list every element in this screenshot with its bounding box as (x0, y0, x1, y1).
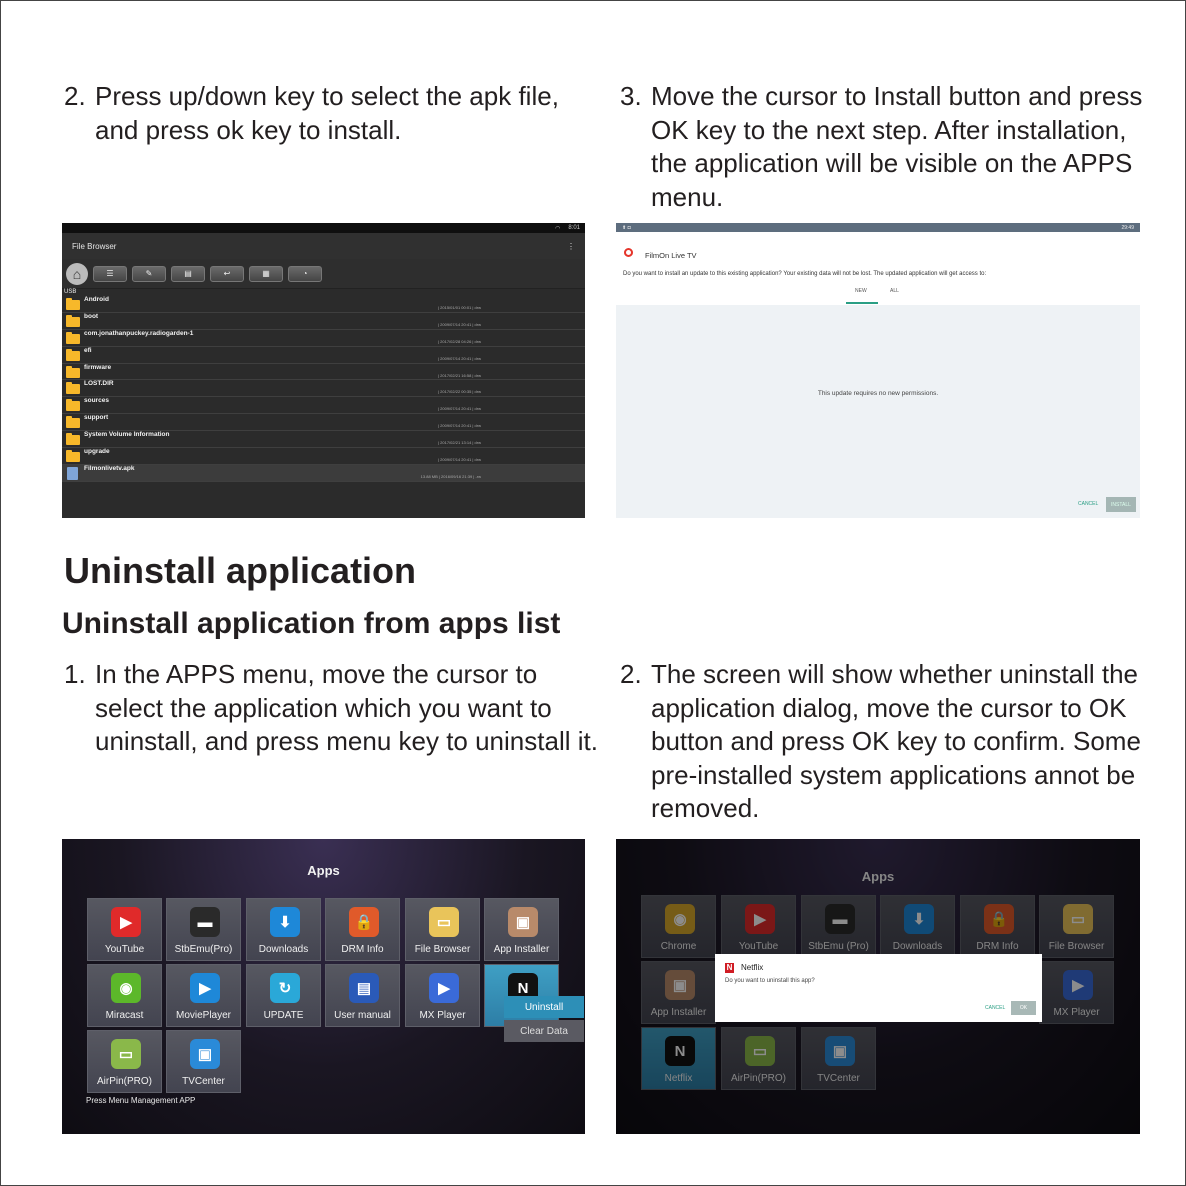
file-row[interactable] (62, 431, 585, 448)
step-text: Press up/down key to select the apk file, and press ok key to install. (95, 81, 559, 145)
folder-icon (66, 351, 80, 361)
file-meta: 13.88 MB | 2016/09/16 21:39 | -rw (420, 473, 481, 479)
file-meta: | 2017/02/21 13:14 | drw (438, 440, 481, 446)
list-view-button[interactable]: ☰ (93, 266, 127, 282)
app-icon: 🔒 (349, 907, 379, 937)
folder-icon (66, 300, 80, 310)
apps-title: Apps (307, 863, 340, 878)
cancel-button[interactable]: CANCEL (1078, 501, 1099, 507)
app-label: TVCenter (817, 1073, 860, 1084)
step-number: 2. (620, 659, 642, 689)
app-tile[interactable] (325, 898, 400, 961)
install-description: Do you want to install an update to this existing application? Your existing data will not be lost. The updated application will get access to: (623, 271, 987, 277)
app-icon: ▶ (745, 904, 775, 934)
tab-new[interactable]: NEW (855, 288, 867, 294)
app-icon: ▭ (111, 1039, 141, 1069)
app-label: YouTube (104, 944, 145, 955)
file-name: Android (84, 296, 109, 303)
app-label: StbEmu (Pro) (808, 941, 869, 952)
file-meta: | 2009/07/14 20:41 | drw (438, 457, 481, 463)
step-text: The screen will show whether uninstall the application dialog, move the cursor to OK button and press OK key to confirm. Some pre-installed system applications annot be removed. (651, 659, 1141, 823)
file-meta: | 2009/07/14 20:41 | drw (438, 321, 481, 327)
dialog-app-name: Netflix (741, 963, 764, 972)
wifi-icon: ◠ (555, 225, 561, 232)
app-label: App Installer (493, 944, 550, 955)
app-icon: ◉ (111, 973, 141, 1003)
app-tile[interactable] (166, 964, 241, 1027)
app-label: MoviePlayer (175, 1010, 232, 1021)
apps-menu-screenshot (62, 839, 585, 1134)
clock: 8:01 (568, 225, 580, 231)
app-icon: ▶ (190, 973, 220, 1003)
current-path: USB (64, 289, 77, 295)
app-tile[interactable] (325, 964, 400, 1027)
step-text: In the APPS menu, move the cursor to select the application which you want to uninstall, and press menu key to uninstall it. (95, 659, 598, 756)
app-icon: ◉ (665, 904, 695, 934)
folder-icon (66, 384, 80, 394)
app-icon: ▣ (190, 1039, 220, 1069)
app-label: UPDATE (263, 1010, 304, 1021)
app-label: Chrome (660, 941, 697, 952)
notification-icons: ⬆ ◘ (622, 224, 631, 231)
app-tile[interactable] (166, 898, 241, 961)
file-name: Filmonlivetv.apk (84, 464, 135, 472)
folder-icon (66, 334, 80, 344)
install-button[interactable]: INSTALL (1106, 497, 1136, 512)
clear-data-menu-item[interactable]: Clear Data (504, 1020, 584, 1042)
app-label: Netflix (664, 1073, 693, 1084)
app-label: AirPin(PRO) (96, 1076, 152, 1087)
app-tile[interactable] (246, 898, 321, 961)
app-icon: ▣ (665, 970, 695, 1000)
tab-indicator (846, 302, 878, 304)
file-row[interactable] (62, 448, 585, 465)
file-meta: | 2015/01/01 00:01 | drw (438, 305, 481, 310)
file-meta: | 2017/02/28 04:26 | drw (438, 338, 481, 344)
app-label: User manual (334, 1010, 391, 1021)
app-icon: ▶ (111, 907, 141, 937)
details-button[interactable]: ▤ (171, 266, 205, 282)
app-icon: ▶ (429, 973, 459, 1003)
file-name: firmware (84, 363, 112, 371)
step-select-apk (64, 80, 604, 147)
app-tile[interactable] (405, 964, 480, 1027)
app-icon: ▭ (745, 1036, 775, 1066)
app-tile[interactable] (246, 964, 321, 1027)
file-name: upgrade (84, 448, 110, 456)
folder-icon (66, 401, 80, 411)
step-number: 1. (64, 659, 86, 689)
app-tile[interactable] (166, 1030, 241, 1093)
app-label: DRM Info (976, 941, 1019, 952)
app-label: YouTube (738, 941, 779, 952)
app-bar (62, 233, 585, 259)
app-icon: ⬇ (904, 904, 934, 934)
uninstall-dialog-screenshot (616, 839, 1140, 1134)
clock: 29:49 (1121, 224, 1134, 231)
app-icon: ▣ (508, 907, 538, 937)
management-hint: Press Menu Management APP (86, 1096, 196, 1105)
apk-file-icon (67, 467, 78, 480)
step-install-button (620, 80, 1160, 214)
app-name: FilmOn Live TV (645, 251, 697, 260)
step-text: Move the cursor to Install button and press OK key to the next step. After installation, the application will be visible on the APPS menu. (651, 81, 1143, 212)
app-tile[interactable] (87, 964, 162, 1027)
app-icon: N (508, 973, 538, 1003)
file-meta: | 2009/07/14 20:41 | drw (438, 406, 481, 412)
app-icon: ▭ (1063, 904, 1093, 934)
permissions-message: This update requires no new permissions. (817, 390, 939, 397)
app-label: AirPin(PRO) (730, 1073, 786, 1084)
netflix-icon: N (726, 963, 733, 972)
status-bar (62, 223, 585, 233)
app-icon: ▬ (825, 904, 855, 934)
file-meta: | 2009/07/14 20:41 | drw (438, 355, 481, 361)
file-name: boot (84, 312, 99, 320)
folder-icon (66, 452, 80, 462)
folder-icon (66, 368, 80, 378)
app-label: MX Player (419, 1010, 466, 1021)
file-row[interactable] (62, 296, 585, 313)
app-title: File Browser (72, 241, 117, 251)
file-name: LOST.DIR (84, 380, 114, 388)
app-icon: ↻ (270, 973, 300, 1003)
app-tile[interactable] (87, 1030, 162, 1093)
toolbar (62, 259, 585, 289)
app-icon: ⬇ (270, 907, 300, 937)
file-name: support (84, 414, 109, 422)
file-row[interactable] (62, 330, 585, 347)
step-select-app (64, 658, 604, 759)
file-row[interactable] (62, 380, 585, 397)
app-label: File Browser (414, 944, 471, 955)
app-tile[interactable] (87, 898, 162, 961)
folder-icon (66, 418, 80, 428)
step-number: 2. (64, 81, 86, 111)
status-bar (616, 223, 1140, 232)
file-row[interactable] (62, 414, 585, 431)
filmon-app-icon (624, 248, 633, 257)
file-row[interactable] (62, 364, 585, 381)
file-name: com.jonathanpuckey.radiogarden-1 (84, 329, 194, 337)
step-number: 3. (620, 81, 642, 111)
section-heading: Uninstall application (64, 550, 417, 591)
uninstall-dialog (715, 954, 1042, 1022)
edit-button[interactable]: ✎ (132, 266, 166, 282)
file-meta: | 2017/02/21 16:58 | drw (438, 372, 481, 378)
apps-title: Apps (861, 869, 895, 884)
file-row[interactable] (62, 347, 585, 364)
app-label: TVCenter (182, 1076, 225, 1087)
app-icon: ▬ (190, 907, 220, 937)
section-subheading: Uninstall application from apps list (62, 607, 561, 640)
cancel-button[interactable]: CANCEL (985, 1005, 1006, 1011)
app-label: StbEmu(Pro) (174, 944, 233, 955)
app-label: MX Player (1053, 1007, 1100, 1018)
app-tile[interactable] (484, 898, 559, 961)
home-icon[interactable]: ⌂ (66, 263, 88, 285)
file-name: System Volume Information (84, 431, 170, 439)
file-browser-screenshot (62, 223, 585, 518)
folder-icon (66, 317, 80, 327)
back-button[interactable]: ↩ (210, 266, 244, 282)
install-header (616, 232, 1140, 305)
app-icon: ▭ (429, 907, 459, 937)
file-meta: | 2017/02/22 00:35 | drw (438, 389, 481, 395)
ok-button[interactable]: OK (1011, 1001, 1036, 1015)
app-label: DRM Info (341, 944, 384, 955)
file-row[interactable] (62, 313, 585, 330)
file-meta: | 2009/07/14 20:41 | drw (438, 423, 481, 429)
info-button[interactable]: ◔ (288, 266, 322, 282)
app-icon: ▤ (349, 973, 379, 1003)
file-row[interactable] (62, 397, 585, 414)
file-name: sources (84, 397, 109, 405)
app-label: File Browser (1048, 941, 1105, 952)
app-label: App Installer (650, 1007, 707, 1018)
app-tile[interactable] (405, 898, 480, 961)
file-name: efi (84, 346, 92, 354)
dialog-message: Do you want to uninstall this app? (725, 978, 815, 984)
uninstall-menu-item[interactable]: Uninstall (504, 996, 584, 1018)
folder-icon (66, 435, 80, 445)
app-label: Downloads (258, 944, 309, 955)
step-confirm-uninstall (620, 658, 1160, 826)
app-label: Miracast (105, 1010, 144, 1021)
file-row[interactable] (62, 465, 585, 482)
app-icon: N (665, 1036, 695, 1066)
tab-all[interactable]: ALL (890, 288, 899, 294)
app-icon: 🔒 (984, 904, 1014, 934)
file-list (62, 296, 585, 482)
app-icon: ▣ (825, 1036, 855, 1066)
overflow-menu-icon[interactable]: ⋮ (567, 241, 575, 251)
grid-view-button[interactable]: ▦ (249, 266, 283, 282)
install-dialog-screenshot (616, 223, 1140, 518)
app-label: Downloads (892, 941, 943, 952)
app-icon: ▶ (1063, 970, 1093, 1000)
